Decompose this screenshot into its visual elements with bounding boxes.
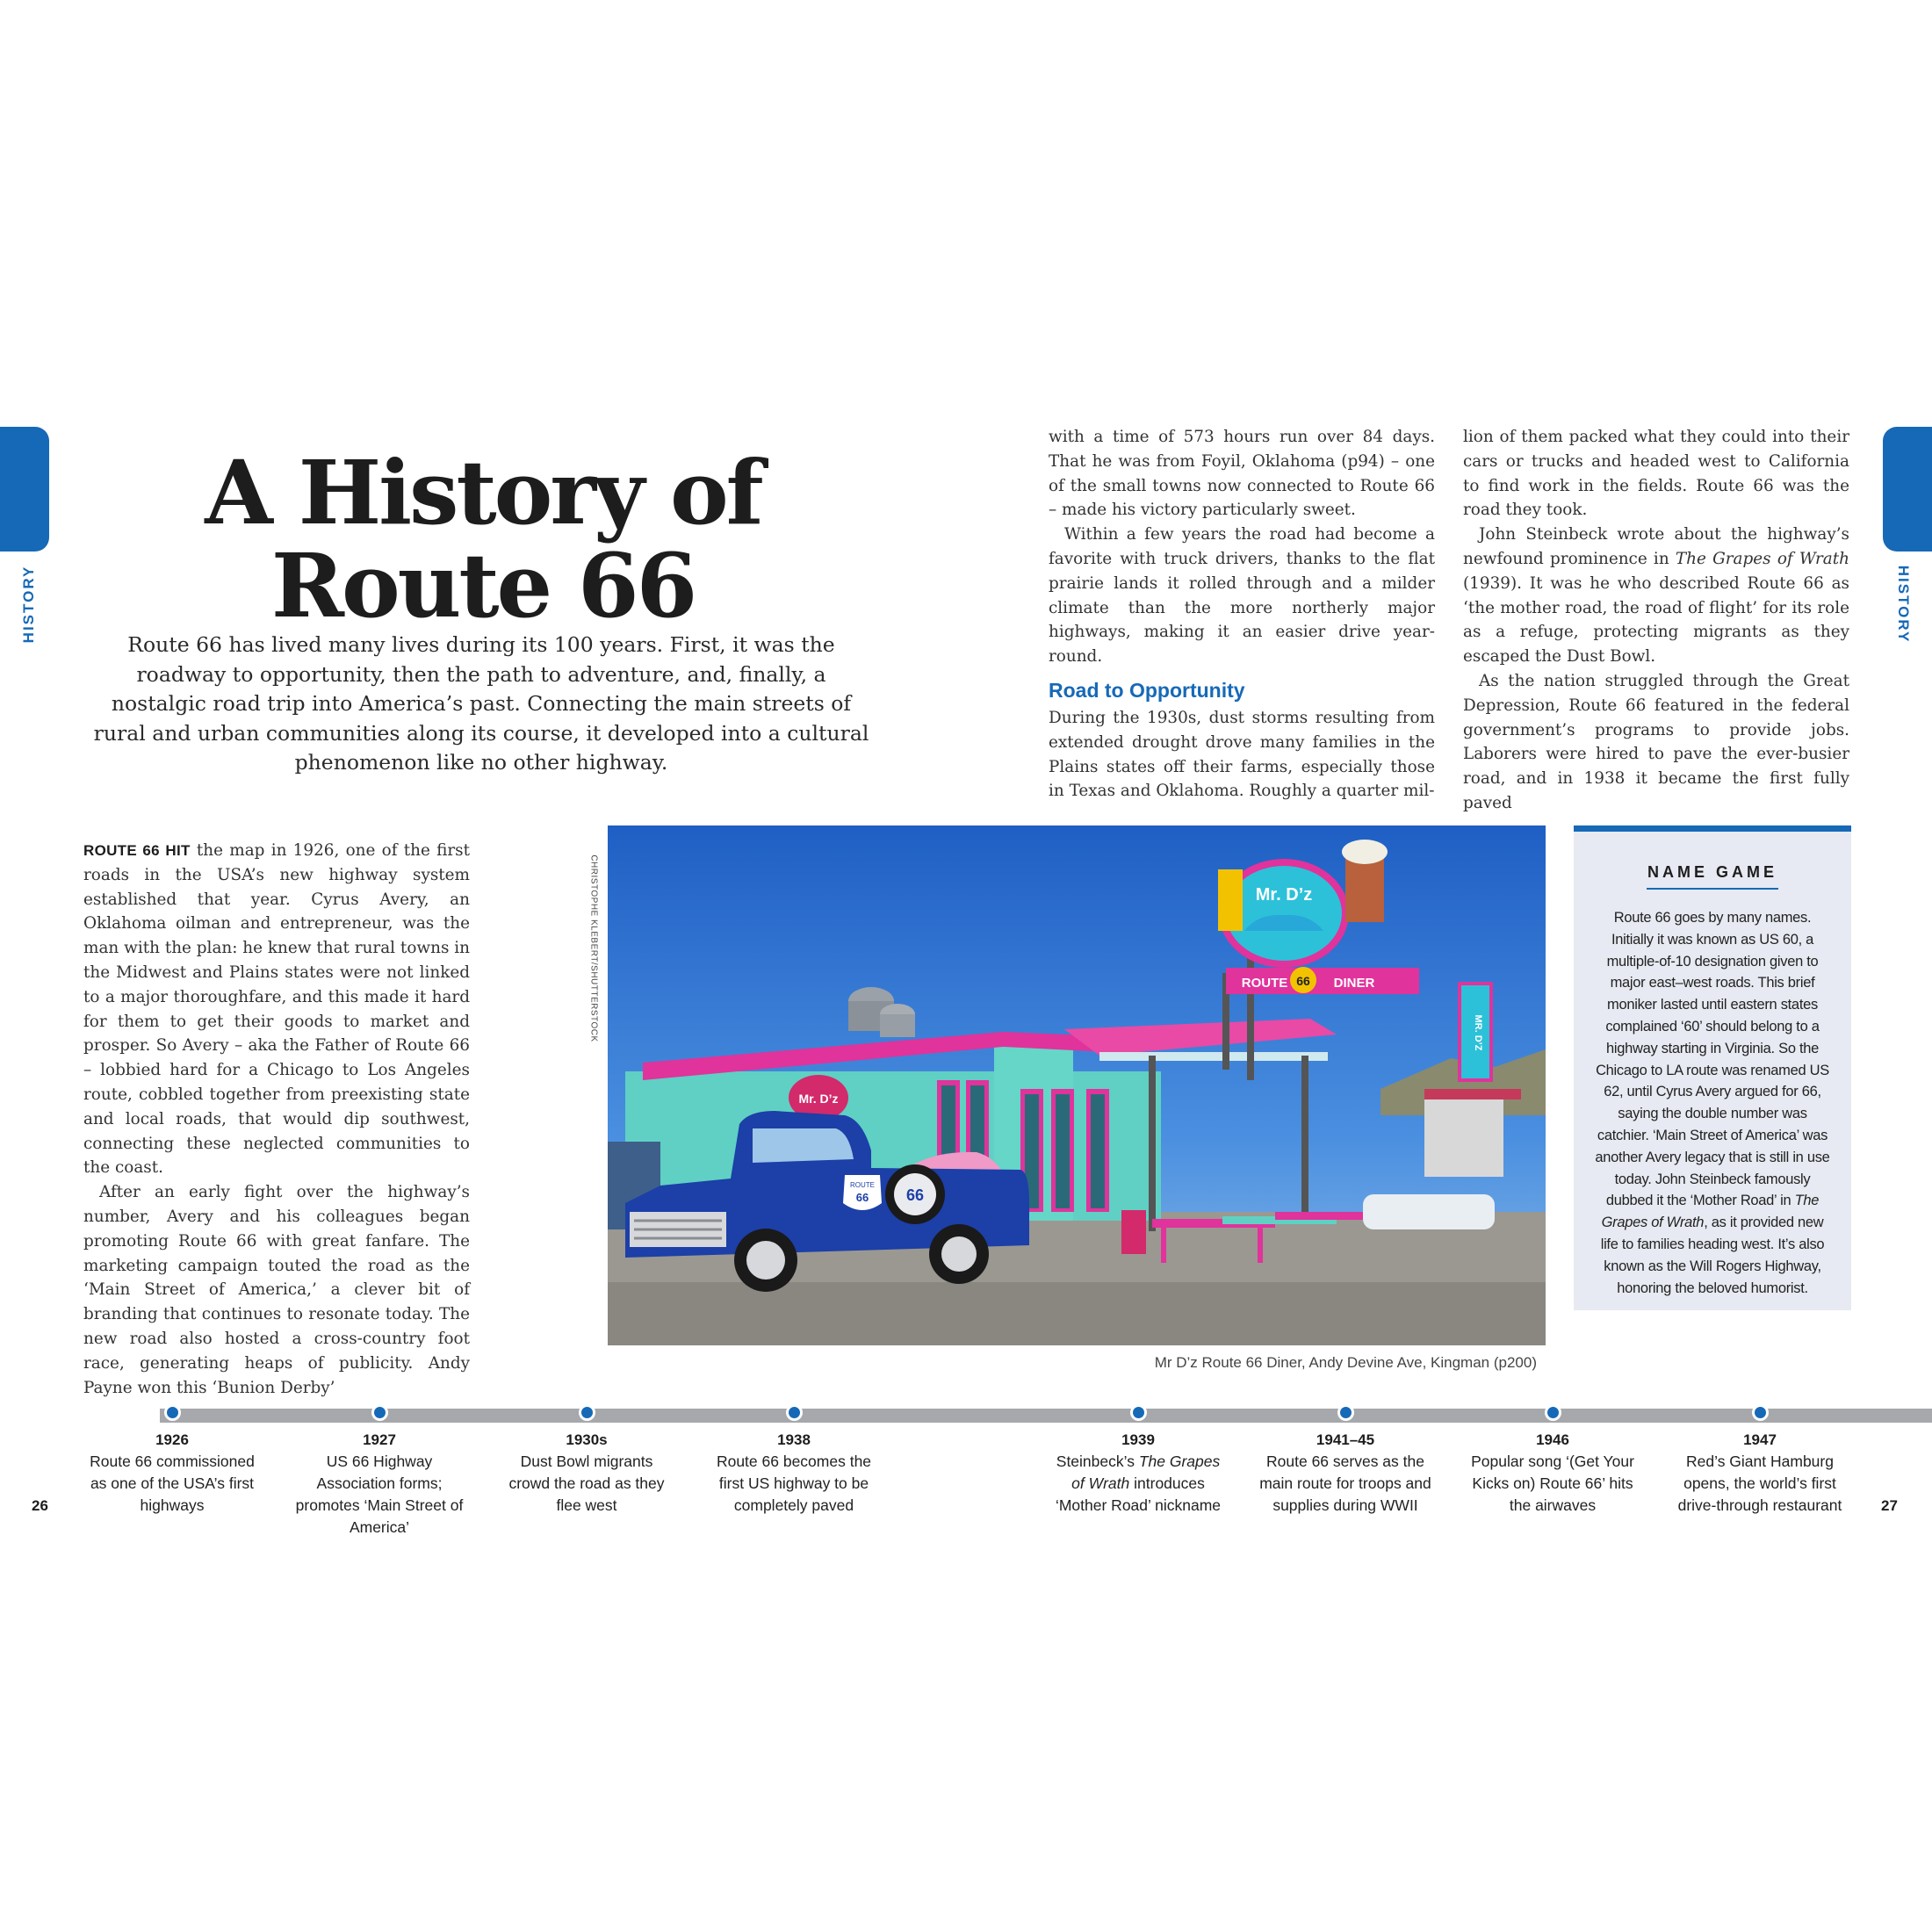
- body-paragraph: lion of them packed what they could into their cars or trucks and headed west to California to find work in the fields. Route 66 was the road they took.: [1463, 428, 1849, 520]
- background-building: [1424, 1089, 1503, 1177]
- timeline-text: US 66 Highway Association forms; promotes ‘Main Street of America’: [295, 1453, 464, 1536]
- timeline-year: 1947: [1743, 1431, 1777, 1448]
- photo-credit: CHRISTOPHE KLEBERT/SHUTTERSTOCK: [588, 854, 599, 1042]
- timeline-item: [84, 1400, 260, 1517]
- section-label-right: HISTORY: [1895, 565, 1912, 644]
- body-paragraph: As the nation struggled through the Great Depression, Route 66 featured in the federal government’s programs to provide jobs. Laborers were hired to pave the ever-busier road, and in 1938 it became the first fully paved: [1463, 671, 1849, 812]
- body-paragraph: During the 1930s, dust storms resulting from extended drought drove many families in the Plains states off their farms, especially those in Texas and Oklahoma. Roughly a quarter mil-: [1049, 708, 1435, 801]
- sign-number-text: 66: [1296, 974, 1310, 988]
- book-title: The Grapes of Wrath: [1601, 1193, 1820, 1231]
- timeline-year: 1930s: [566, 1431, 608, 1448]
- book-title: The Grapes of Wrath: [1071, 1453, 1221, 1492]
- name-game-sidebar: [1574, 825, 1851, 1310]
- sign-diner-text: DINER: [1333, 976, 1375, 991]
- paragraph-text: John Steinbeck wrote about the highway’s newfound prominence in: [1463, 525, 1849, 568]
- truck-shield-number: 66: [855, 1191, 869, 1204]
- title-line-1: A History of: [205, 441, 761, 544]
- timeline-year: 1938: [777, 1431, 811, 1448]
- timeline-item: [292, 1400, 467, 1539]
- timeline-marker: [371, 1404, 388, 1421]
- lead-in: ROUTE 66 HIT: [83, 842, 191, 859]
- timeline-marker: [1752, 1404, 1769, 1421]
- timeline-text: Route 66 serves as the main route for troops and supplies during WWII: [1259, 1453, 1431, 1514]
- timeline-year: 1941–45: [1316, 1431, 1375, 1448]
- photo-caption: Mr D’z Route 66 Diner, Andy Devine Ave, Kingman (p200): [1154, 1354, 1537, 1371]
- truck-shield-top: ROUTE: [850, 1181, 875, 1189]
- sidebar-title: NAME GAME: [1647, 863, 1778, 890]
- sidebar-text: [1591, 907, 1834, 1299]
- timeline-text: Route 66 becomes the first US highway to be completely paved: [716, 1453, 872, 1514]
- body-column-3: [1049, 425, 1435, 804]
- timeline-text: Route 66 commissioned as one of the USA’s first highways: [90, 1453, 255, 1514]
- timeline-text: Dust Bowl migrants crowd the road as they flee west: [508, 1453, 665, 1514]
- section-tab-right: [1883, 427, 1932, 551]
- timeline-text: Red’s Giant Hamburg opens, the world’s first drive-through restaurant: [1677, 1453, 1842, 1514]
- timeline-text-part: Steinbeck’s: [1056, 1453, 1139, 1470]
- book-title: The Grapes of Wrath: [1675, 549, 1849, 568]
- timeline-year: 1946: [1536, 1431, 1569, 1448]
- title-line-2: Route 66: [270, 534, 696, 638]
- body-paragraph: with a time of 573 hours run over 84 days. That he was from Foyil, Oklahoma (p94) – one of the small towns now connected to Route 66 – made his victory particularly sweet.: [1049, 428, 1435, 520]
- timeline-marker: [1337, 1404, 1354, 1421]
- section-label-left: HISTORY: [20, 565, 37, 644]
- body-paragraph: Within a few years the road had become a favorite with truck drivers, thanks to the flat prairie lands it rolled through and a milder climate than the more northerly major highways, making it an easier drive year-round.: [1049, 525, 1435, 667]
- road-shade: [608, 1282, 1546, 1345]
- sign-main-text: Mr. D’z: [1255, 885, 1313, 905]
- page-number-left: 26: [32, 1497, 48, 1514]
- page-title: [176, 441, 790, 638]
- timeline-text: [1050, 1451, 1226, 1517]
- timeline-item: [1465, 1400, 1640, 1517]
- timeline-text-part: introduces ‘Mother Road’ nickname: [1055, 1474, 1222, 1514]
- wall-sign-text: Mr. D’z: [798, 1092, 839, 1106]
- trash-can: [1121, 1210, 1146, 1254]
- section-tab-left: [0, 427, 49, 551]
- body-paragraph: [1463, 523, 1849, 669]
- body-column-4: [1463, 425, 1849, 816]
- timeline-item: [499, 1400, 674, 1517]
- sign-route-text: ROUTE: [1241, 976, 1288, 991]
- diner-photo: [608, 825, 1546, 1345]
- timeline-item: [1672, 1400, 1848, 1517]
- body-paragraph: [83, 839, 470, 1180]
- paragraph-text: (1939). It was he who described Route 66 as ‘the mother road, the road of flight’ for its role as a refuge, protecting migrants as they escaped the Dust Bowl.: [1463, 573, 1849, 667]
- intro-paragraph: Route 66 has lived many lives during its 100 years. First, it was the roadway to opportunity, then the path to adventure, and, finally, a nostalgic road trip into America’s past. Connecting the main streets of rural and urban communities along its course, it developed into a cultural phenomenon like no other highway.: [93, 632, 869, 775]
- body-paragraph: After an early fight over the highway’s number, Avery and his colleagues began promoting Route 66 with great fanfare. The marketing campaign touted the road as the ‘Main Street of America,’ a clever bit of branding that continues to resonate today. The new road also hosted a cross-country foot race, generating heaps of publicity. Andy Payne won this ‘Bunion Derby’: [83, 1183, 470, 1397]
- timeline-item: [1050, 1400, 1226, 1517]
- section-subhead: Road to Opportunity: [1049, 678, 1245, 702]
- page-number-right: 27: [1881, 1497, 1898, 1514]
- timeline-marker: [164, 1404, 181, 1421]
- spare-tire-text: 66: [905, 1186, 925, 1204]
- paragraph-text: the map in 1926, one of the first roads in the USA’s new highway system established that year. Cyrus Avery, an Oklahoma oilman and entrepreneur, was the man with the plan: he knew that rural towns in the Midwest and Plains states were not linked to a major thoroughfare, and this made it hard for them to get their goods to market and prosper. So Avery – aka the Father of Route 66 – lobbied hard for a Chicago to Los Angeles route, cobbled together from preexisting state and local roads, that would dip southwest, connecting these neglected communities to the coast.: [83, 841, 470, 1178]
- timeline-marker: [1130, 1404, 1147, 1421]
- body-column-1: [83, 839, 470, 1400]
- timeline-marker: [1545, 1404, 1561, 1421]
- timeline-text: Popular song ‘(Get Your Kicks on) Route 66’ hits the airwaves: [1471, 1453, 1634, 1514]
- vertical-sign-text: MR. D’Z: [1473, 1014, 1483, 1051]
- timeline-item: [1258, 1400, 1433, 1517]
- timeline-year: 1926: [155, 1431, 189, 1448]
- timeline-year: 1927: [363, 1431, 396, 1448]
- timeline-item: [706, 1400, 882, 1517]
- timeline-marker: [579, 1404, 595, 1421]
- sidebar-text-part: , as it provided new life to families heading west. It’s also known as the Will Rogers Highway, honoring the beloved humorist.: [1600, 1215, 1825, 1296]
- timeline-year: 1939: [1121, 1431, 1155, 1448]
- timeline-marker: [786, 1404, 803, 1421]
- sidebar-text-part: Route 66 goes by many names. Initially it was known as US 60, a multiple-of-10 designation given to major east–west roads. This brief moniker lasted until eastern states complained ‘60’ should belong to a highway starting in Virginia. So the Chicago to LA route was renamed US 62, until Cyrus Avery argued for 66, saying the double number was catchier. ‘Main Street of America’ was another Avery legacy that is still in use today. John Steinbeck famously dubbed it the ‘Mother Road’ in: [1595, 910, 1830, 1209]
